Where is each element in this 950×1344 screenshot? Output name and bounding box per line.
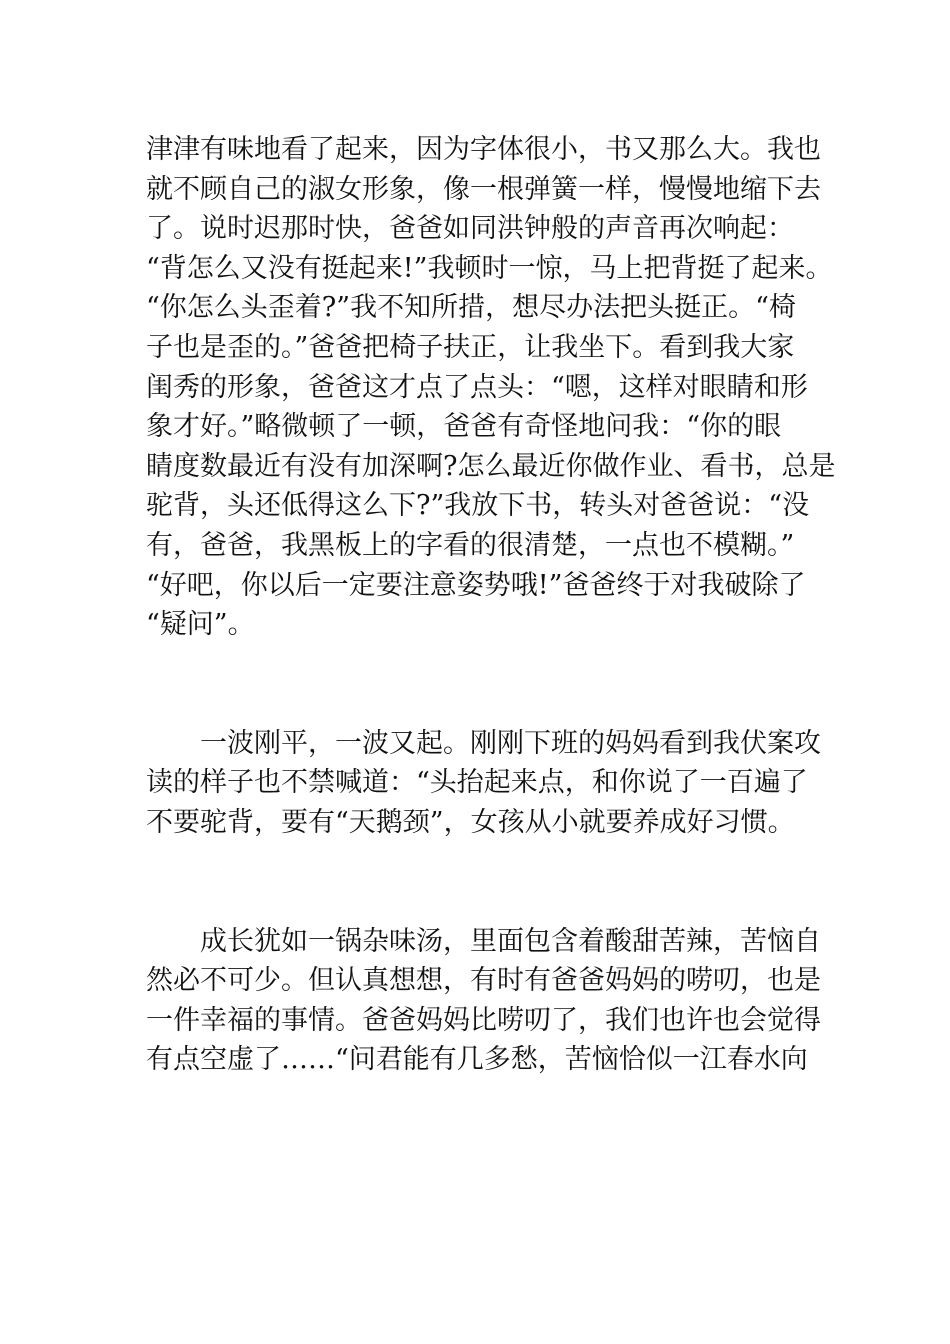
paragraph-line: 有，爸爸，我黑板上的字看的很清楚，一点也不模糊。” — [146, 529, 795, 561]
paragraph-line: 睛度数最近有没有加深啊?怎么最近你做作业、看书，总是 — [146, 450, 836, 482]
paragraph-line: 读的样子也不禁喊道：“头抬起来点，和你说了一百遍了 — [146, 767, 808, 799]
paragraph-line: 成长犹如一锅杂味汤，里面包含着酸甜苦辣，苦恼自 — [200, 925, 821, 957]
paragraph-spacer — [146, 645, 826, 724]
paragraph-line: 象才好。”略微顿了一顿，爸爸有奇怪地问我：“你的眼 — [146, 411, 782, 443]
paragraph-line: 然必不可少。但认真想想，有时有爸爸妈妈的唠叨，也是 — [146, 965, 821, 997]
paragraph-line: 驼背，头还低得这么下?”我放下书，转头对爸爸说：“没 — [146, 490, 810, 522]
paragraph-line: “背怎么又没有挺起来!”我顿时一惊，马上把背挺了起来。 — [146, 252, 833, 284]
paragraph-line: 一波刚平，一波又起。刚刚下班的妈妈看到我伏案攻 — [200, 727, 821, 759]
paragraph-3 — [146, 922, 826, 1080]
paragraph-2 — [146, 724, 826, 843]
paragraph-line: “你怎么头歪着?”我不知所措，想尽办法把头挺正。“椅 — [146, 292, 796, 324]
paragraph-line: 不要驼背，要有“天鹅颈”，女孩从小就要养成好习惯。 — [146, 806, 795, 838]
paragraph-line: 就不顾自己的淑女形象，像一根弹簧一样，慢慢地缩下去 — [146, 173, 821, 205]
document-body — [146, 130, 836, 1080]
paragraph-spacer — [146, 843, 826, 922]
paragraph-line: 闺秀的形象，爸爸这才点了点头：“嗯，这样对眼睛和形 — [146, 371, 808, 403]
paragraph-1 — [146, 130, 836, 645]
paragraph-line: 津津有味地看了起来，因为字体很小，书又那么大。我也 — [146, 134, 821, 165]
paragraph-line: 了。说时迟那时快，爸爸如同洪钟般的声音再次响起： — [146, 213, 794, 245]
paragraph-line: “疑问”。 — [146, 609, 255, 641]
paragraph-line: 一件幸福的事情。爸爸妈妈比唠叨了，我们也许也会觉得 — [146, 1004, 821, 1036]
paragraph-line: “好吧，你以后一定要注意姿势哦!”爸爸终于对我破除了 — [146, 569, 806, 601]
paragraph-line: 有点空虚了……“问君能有几多愁，苦恼恰似一江春水向 — [146, 1044, 808, 1076]
paragraph-line: 子也是歪的。”爸爸把椅子扶正，让我坐下。看到我大家 — [146, 331, 795, 363]
